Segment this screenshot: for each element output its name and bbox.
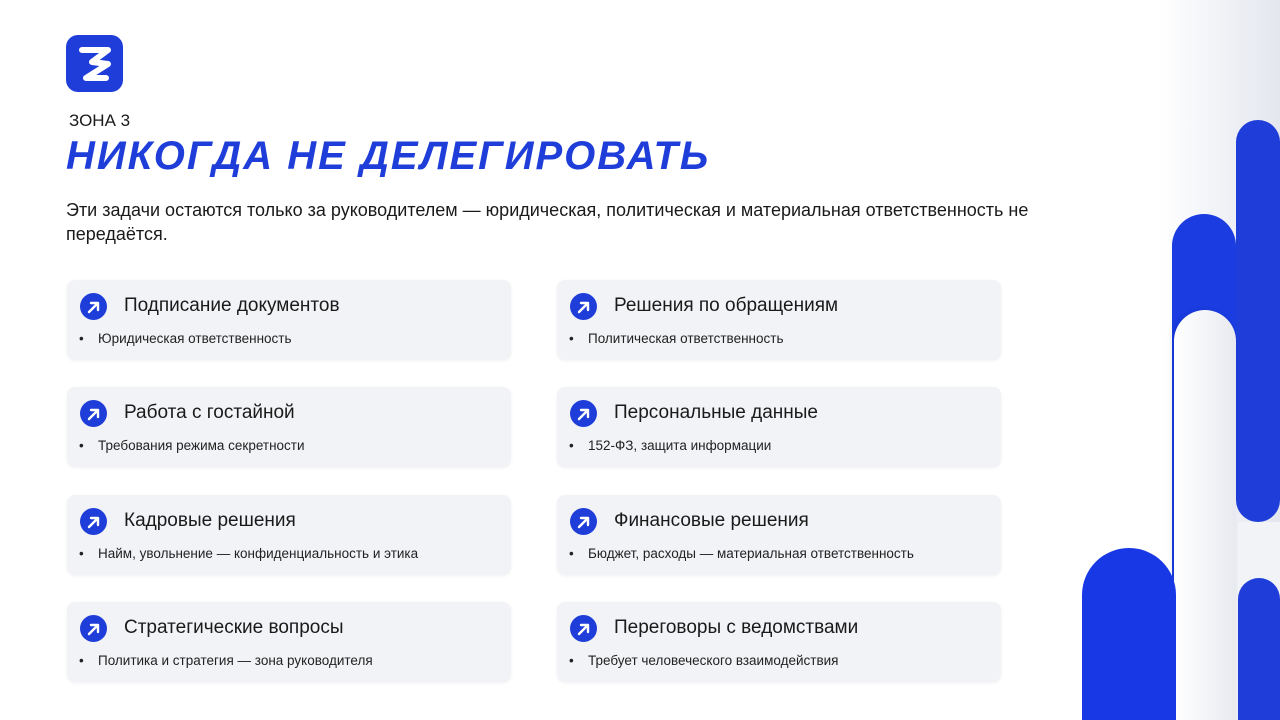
task-card [557,387,1001,467]
card-title: Решения по обращениям [614,295,839,316]
decorative-bar [1082,548,1176,720]
card-title: Переговоры с ведомствами [614,617,859,638]
card-bullet: • Требования режима секретности [79,438,305,453]
card-title: Подписание документов [124,295,340,316]
task-card [67,280,511,360]
arrow-up-right-icon [80,400,107,427]
decorative-bar [1236,120,1280,522]
task-card [67,495,511,575]
page-subtitle: Эти задачи остаются только за руководителем — юридическая, политическая и материальная ответственность не передаётся. [66,200,1029,244]
card-title: Стратегические вопросы [124,617,344,638]
card-title: Финансовые решения [614,510,809,531]
card-bullet: • Политика и стратегия — зона руководителя [79,653,373,668]
decorative-bar [1238,578,1280,720]
card-title: Кадровые решения [124,510,296,531]
page-title: НИКОГДА НЕ ДЕЛЕГИРОВАТЬ [66,134,711,178]
task-card [67,387,511,467]
card-bullet: • 152-ФЗ, защита информации [569,438,772,453]
task-card [557,280,1001,360]
card-bullet: • Требует человеческого взаимодействия [569,653,839,668]
arrow-up-right-icon [570,508,597,535]
card-bullet: • Найм, увольнение — конфиденциальность и этика [79,546,419,561]
arrow-up-right-icon [570,615,597,642]
arrow-up-right-icon [570,293,597,320]
card-title: Персональные данные [614,402,818,423]
task-card [557,602,1001,682]
z-logo-icon [66,35,123,92]
card-bullet: • Бюджет, расходы — материальная ответственность [569,546,914,561]
arrow-up-right-icon [570,400,597,427]
card-title: Работа с гостайной [124,402,295,423]
decorative-bar [1174,310,1236,720]
arrow-up-right-icon [80,615,107,642]
zone-label: ЗОНА 3 [69,111,131,130]
card-bullet: • Политическая ответственность [569,331,784,346]
task-card [557,495,1001,575]
arrow-up-right-icon [80,293,107,320]
task-card [67,602,511,682]
arrow-up-right-icon [80,508,107,535]
card-bullet: • Юридическая ответственность [79,331,292,346]
